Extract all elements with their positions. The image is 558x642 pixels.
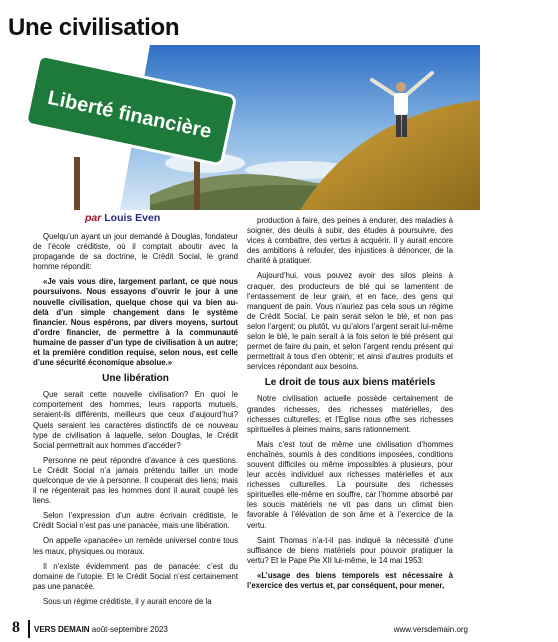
publication-title: VERS DEMAIN <box>34 625 90 634</box>
section-heading: Le droit de tous aux biens matériels <box>264 377 436 389</box>
paragraph: Il n’existe évidemment pas de panacée: c’est du domaine de l’utopie. Et le Crédit Social n’est certainement pas une panacée. <box>33 561 238 591</box>
paragraph: Notre civilisation actuelle possède certainement de grandes richesses, des richesses matérielles, des richesses culturelles; et l’Eglise nous offre ses richesses spirituelles à pleines mains, sans rationnement. <box>247 394 453 434</box>
quote-paragraph: «L’usage des biens temporels est nécessaire à l’exercice des vertus et, par conséquent, pour mener, <box>247 570 453 590</box>
paragraph: Mais c’est tout de même une civilisation d’hommes enchaînés, soumis à des conditions imposées, conditions souvent difficiles ou même impossibles à plusieurs, pour leur accès individuel aux richesses matérielles et aux richesses culturelles. La poursuite des richesses spirituelles elle-même en souffre, car l’homme absorbé par les soucis matériels ne vit pas dans un climat bien favorable à l’élévation de son âme et à l’exercice de la vertu. <box>247 439 453 530</box>
paragraph: Selon l’expression d’un autre écrivain créditiste, le Crédit Social n’est pas une panacée, mais une libération. <box>33 511 238 531</box>
title-part-1: Une civilisation <box>8 14 180 41</box>
hero-illustration <box>0 45 480 210</box>
publication-name <box>34 625 168 634</box>
page-number: 8 <box>12 619 20 636</box>
quote-paragraph: «Je vais vous dire, largement parlant, ce que nous poursuivons. Nous essayons d’ouvrir le jour à une nouvelle civilisation, quelque chose qui va bien au-delà d’un simple changement dans le système financier. Nous espérons, par divers moyens, surtout d’ordre financier, de permettre à la communauté humaine de passer d’un type de civilisation à un autre; et la première condition requise, selon nous, est celle d’une sécurité économique absolue.» <box>33 277 238 368</box>
paragraph: Personne ne peut répondre d’avance à ces questions. Le Crédit Social n’a jamais prétendu tailler un mode quelconque de vie à personne. Il couperait des liens; mais il ne régenterait pas les hommes dont il aurait coupé les liens. <box>33 455 238 506</box>
sign-text: Liberté financière <box>45 86 214 144</box>
byline-par: par <box>85 212 102 224</box>
title-part-2: d’hommes libérés financièrement <box>185 14 558 41</box>
paragraph: Aujourd’hui, vous pouvez avoir des silos pleins à craquer, des producteurs de blé qui se lamentent de l’entassement de leur grain, et en face, des gens qui manquent de pain. Vous n’auriez pas cela sous un régime de Crédit Social. Le pain serait selon le blé, et non pas selon l’argent; ou plutôt, vu qu’alors l’argent serait lui-même selon le blé, le pain serait à la fois selon le blé présent qui permet de faire du pain, et selon l’argent rendu présent qui permettrait à tous d’en obtenir; et ainsi d’autres produits et services répondant aux besoins. <box>247 271 453 372</box>
page-footer <box>0 610 480 642</box>
footer-divider <box>28 620 30 638</box>
paragraph: production à faire, des peines à endurer, des maladies à soigner, des deuils à subir, des études à poursuivre, des vices à combattre, des vertus à acquérir. Il y aurait encore des ambitions à refouler, des injustices à dénoncer, de la charité à pratiquer. <box>247 216 453 266</box>
paragraph: Quelqu’un ayant un jour demandé à Douglas, fondateur de l’école créditiste, où il comptait aboutir avec la propagande de sa doctrine, le Crédit Social, le grand homme répondit: <box>33 232 238 272</box>
byline <box>85 212 160 224</box>
byline-author: Louis Even <box>104 212 161 224</box>
section-heading: Une libération <box>102 373 169 385</box>
paragraph: Que serait cette nouvelle civilisation? En quoi le comportement des hommes, leurs rapports mutuels, seraient-ils différents, meilleurs que ceux d’aujourd’hui? Quels seraient les caractères distinctifs de ce nouveau type de civilisation à laquelle, selon Douglas, le Crédit Social permettrait aux hommes d’accéder? <box>33 390 238 450</box>
article-column-left <box>33 232 238 608</box>
paragraph: On appelle «panacée» un remède universel contre tous les maux, physiques ou moraux. <box>33 536 238 556</box>
hero-image <box>0 45 480 210</box>
paragraph: Sous un régime créditiste, il y aurait encore de la <box>43 596 212 606</box>
paragraph: Saint Thomas n’a-t-il pas indiqué la nécessité d’une suffisance de biens matériels pour pouvoir pratiquer la vertu? Et le Pape Pie XII lui-même, le 14 mai 1953: <box>247 535 453 565</box>
article-column-right <box>247 216 453 608</box>
website-link[interactable]: www.versdemain.org <box>393 625 468 634</box>
page-title <box>8 8 558 48</box>
issue-date: août-septembre 2023 <box>91 625 168 634</box>
